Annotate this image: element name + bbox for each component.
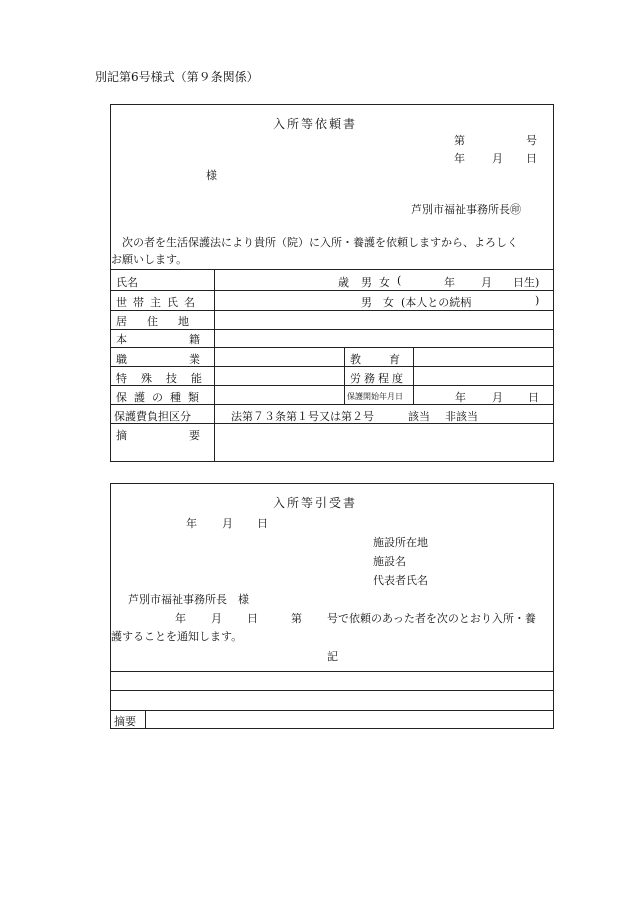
facility-name-label: 施設名 xyxy=(373,555,406,568)
request-date-day: 日 xyxy=(526,152,537,165)
cost-applicable: 該当 xyxy=(408,410,430,423)
domicile-label: 本籍 xyxy=(116,333,262,346)
table-rule xyxy=(110,310,554,311)
occupation-label: 職業 xyxy=(116,353,262,366)
table-divider xyxy=(344,347,345,404)
birth-month: 月 xyxy=(481,276,492,289)
start-day: 日 xyxy=(528,391,539,404)
addressee-sama: 様 xyxy=(206,169,217,182)
ref-year: 年 xyxy=(175,612,186,625)
relation-close: ) xyxy=(535,294,540,307)
receipt-date-month: 月 xyxy=(222,517,233,530)
ref-day: 日 xyxy=(247,612,258,625)
cost-not-applicable: 非該当 xyxy=(445,410,478,423)
birth-open: ( xyxy=(397,274,402,287)
facility-address-label: 施設所在地 xyxy=(373,536,428,549)
receipt-body-line2: 護することを通知します。 xyxy=(111,630,243,643)
receipt-rule xyxy=(110,690,554,691)
request-date-month: 月 xyxy=(492,152,503,165)
education-label: 教育 xyxy=(350,353,428,366)
table-rule xyxy=(110,269,554,270)
receipt-remarks-label: 摘要 xyxy=(114,715,136,728)
birth-year: 年 xyxy=(444,276,455,289)
sex-female: 女 xyxy=(379,276,390,289)
residence-label: 居住地 xyxy=(116,315,209,328)
skill-label: 特殊技能 xyxy=(116,372,216,385)
ref-month: 月 xyxy=(211,612,222,625)
ref-dai: 第 xyxy=(291,612,302,625)
relation-label: (本人との続柄 xyxy=(401,296,472,309)
labor-label: 労務程度 xyxy=(350,372,406,385)
receipt-addressee: 芦別市福祉事務所長 様 xyxy=(128,593,249,606)
protection-type-label: 保護の種類 xyxy=(116,391,206,404)
table-rule xyxy=(110,329,554,330)
request-body-line2: お願いします。 xyxy=(111,253,188,266)
representative-label: 代表者氏名 xyxy=(373,574,428,587)
receipt-date-day: 日 xyxy=(257,517,268,530)
sex-male: 男 xyxy=(361,276,372,289)
start-year: 年 xyxy=(455,391,466,404)
receipt-rule xyxy=(110,671,554,672)
cost-label: 保護費負担区分 xyxy=(114,410,191,423)
receipt-remarks-divider xyxy=(145,710,146,729)
number-go: 号 xyxy=(526,134,537,147)
receipt-title: 入所等引受書 xyxy=(272,496,357,510)
receipt-body-line1: 号で依頼のあった者を次のとおり入所・養 xyxy=(327,612,536,625)
request-date-year: 年 xyxy=(454,152,465,165)
household-label: 世帯主氏名 xyxy=(116,296,201,309)
receipt-rule xyxy=(110,710,554,711)
ki-label: 記 xyxy=(327,650,338,663)
remarks-label: 摘要 xyxy=(116,429,262,442)
household-sex: 男 女 xyxy=(361,296,394,309)
birth-day: 日生) xyxy=(513,276,540,289)
cost-value: 法第７３条第１号又は第２号 xyxy=(231,410,374,423)
request-body-line1: 次の者を生活保護法により貴所（院）に入所・養護を依頼しますから、よろしく xyxy=(122,236,518,249)
protection-start-label: 保護開始年月日 xyxy=(347,392,403,401)
start-month: 月 xyxy=(492,391,503,404)
age-unit: 歳 xyxy=(338,276,349,289)
form-heading: 別記第6号様式（第９条関係） xyxy=(95,70,259,84)
name-label: 氏名 xyxy=(116,276,138,289)
request-title: 入所等依頼書 xyxy=(272,117,357,131)
table-rule xyxy=(110,347,554,348)
receipt-date-year: 年 xyxy=(186,517,197,530)
sender-line: 芦別市福祉事務所長㊞ xyxy=(411,203,521,216)
table-rule xyxy=(110,290,554,291)
number-dai: 第 xyxy=(454,134,465,147)
